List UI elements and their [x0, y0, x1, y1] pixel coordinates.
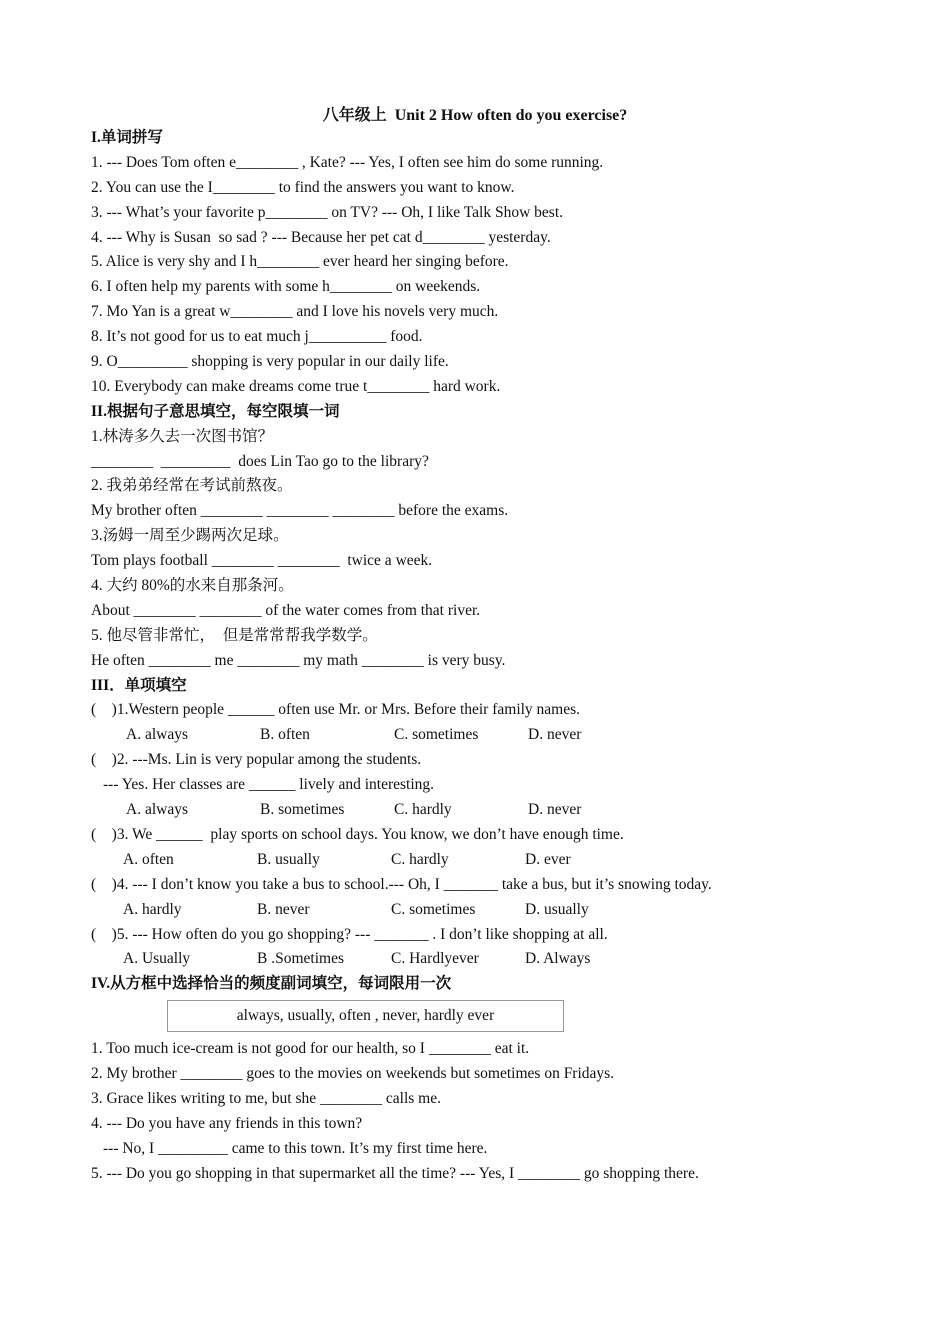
section-2-heading: II.根据句子意思填空，每空限填一词: [91, 402, 340, 420]
s4-item-4: 4. --- Do you have any friends in this town?: [91, 1114, 363, 1132]
s3-q4-option-a: A. hardly: [123, 900, 182, 918]
s3-q3-options: [91, 848, 891, 873]
s3-q5-stem: ( )5. --- How often do you go shopping? --- _______ . I don’t like shopping at all.: [91, 925, 608, 943]
word-box: always, usually, often , never, hardly ever: [167, 1000, 564, 1032]
s3-q2-stem-2: --- Yes. Her classes are ______ lively and interesting.: [103, 776, 435, 794]
s1-item-2: 2. You can use the I________ to find the answers you want to know.: [91, 178, 515, 196]
s3-q4-option-b: B. never: [257, 900, 310, 918]
s1-item-6: 6. I often help my parents with some h________ on weekends.: [91, 278, 481, 296]
s2-item-3-cn: 3.汤姆一周至少踢两次足球。: [91, 527, 289, 545]
section-1-heading: I.单词拼写: [91, 129, 163, 146]
s3-q4-options: [91, 898, 891, 923]
s3-q4-stem: ( )4. --- I don’t know you take a bus to school.--- Oh, I _______ take a bus, but it’s snowing today.: [91, 875, 712, 893]
s2-item-1-cn: 1.林涛多久去一次图书馆？: [91, 427, 274, 445]
s4-item-2: 2. My brother ________ goes to the movies on weekends but sometimes on Fridays.: [91, 1065, 615, 1083]
s3-q3-option-a: A. often: [123, 850, 174, 868]
s3-q5-option-c: C. Hardlyever: [391, 950, 479, 968]
s3-q5-option-a: A. Usually: [123, 950, 191, 968]
s1-item-8: 8. It’s not good for us to eat much j__________ food.: [91, 328, 423, 346]
s3-q5-option-b: B .Sometimes: [257, 950, 344, 968]
s1-item-1: 1. --- Does Tom often e________ , Kate? --- Yes, I often see him do some running.: [91, 153, 604, 171]
s1-item-10: 10. Everybody can make dreams come true t________ hard work.: [91, 377, 501, 395]
s3-q2-stem: ( )2. ---Ms. Lin is very popular among the students.: [91, 751, 422, 769]
s3-q3-option-c: C. hardly: [391, 850, 449, 868]
s3-q1-option-b: B. often: [260, 726, 310, 744]
word-box-row: [91, 997, 891, 1037]
s3-q2-option-d: D. never: [528, 801, 582, 819]
s4-item-5: 5. --- Do you go shopping in that supermarket all the time? --- Yes, I ________ go shopping there.: [91, 1164, 699, 1182]
s3-q3-option-b: B. usually: [257, 850, 320, 868]
s3-q2-option-a: A. always: [126, 801, 188, 819]
page-title: 八年级上 Unit 2 How often do you exercise?: [322, 107, 628, 124]
s2-item-5-en: He often ________ me ________ my math ________ is very busy.: [91, 651, 506, 669]
s3-q1-option-a: A. always: [126, 726, 188, 744]
s3-q1-option-c: C. sometimes: [394, 726, 479, 744]
s2-item-5-cn: 5. 他尽管非常忙， 但是常常帮我学数学。: [91, 626, 378, 644]
s3-q4-option-c: C. sometimes: [391, 900, 476, 918]
s1-item-3: 3. --- What’s your favorite p________ on TV? --- Oh, I like Talk Show best.: [91, 203, 564, 221]
s3-q4-option-d: D. usually: [525, 900, 589, 918]
s3-q1-options: [91, 723, 891, 748]
s2-item-2-en: My brother often ________ ________ ________ before the exams.: [91, 502, 509, 520]
s1-item-9: 9. O_________ shopping is very popular in our daily life.: [91, 353, 449, 371]
section-4-heading: IV.从方框中选择恰当的频度副词填空，每词限用一次: [91, 975, 452, 993]
s3-q2-option-b: B. sometimes: [260, 801, 345, 819]
s2-item-2-cn: 2. 我弟弟经常在考试前熬夜。: [91, 477, 293, 495]
s3-q3-option-d: D. ever: [525, 850, 571, 868]
s3-q2-options: [91, 798, 891, 823]
s4-item-3: 3. Grace likes writing to me, but she ________ calls me.: [91, 1089, 441, 1107]
s3-q1-stem: ( )1.Western people ______ often use Mr. or Mrs. Before their family names.: [91, 701, 581, 719]
s3-q2-option-c: C. hardly: [394, 801, 452, 819]
s2-item-3-en: Tom plays football ________ ________ twice a week.: [91, 552, 433, 570]
section-3-heading: III．单项填空: [91, 676, 187, 694]
s2-item-4-en: About ________ ________ of the water comes from that river.: [91, 601, 481, 619]
s3-q5-options: [91, 947, 891, 972]
s2-item-1-en: ________ _________ does Lin Tao go to the library?: [91, 452, 429, 470]
s4-item-4-answer: --- No, I _________ came to this town. It’s my first time here.: [103, 1139, 488, 1157]
s1-item-4: 4. --- Why is Susan so sad ? --- Because her pet cat d________ yesterday.: [91, 228, 551, 246]
worksheet-body: [91, 126, 891, 1187]
s3-q3-stem: ( )3. We ______ play sports on school days. You know, we don’t have enough time.: [91, 825, 624, 843]
s2-item-4-cn: 4. 大约 80%的水来自那条河。: [91, 577, 294, 595]
s3-q5-option-d: D. Always: [525, 950, 591, 968]
s1-item-7: 7. Mo Yan is a great w________ and I love his novels very much.: [91, 303, 499, 321]
s3-q1-option-d: D. never: [528, 726, 582, 744]
s4-item-1: 1. Too much ice-cream is not good for our health, so I ________ eat it.: [91, 1040, 530, 1058]
s1-item-5: 5. Alice is very shy and I h________ ever heard her singing before.: [91, 253, 509, 271]
